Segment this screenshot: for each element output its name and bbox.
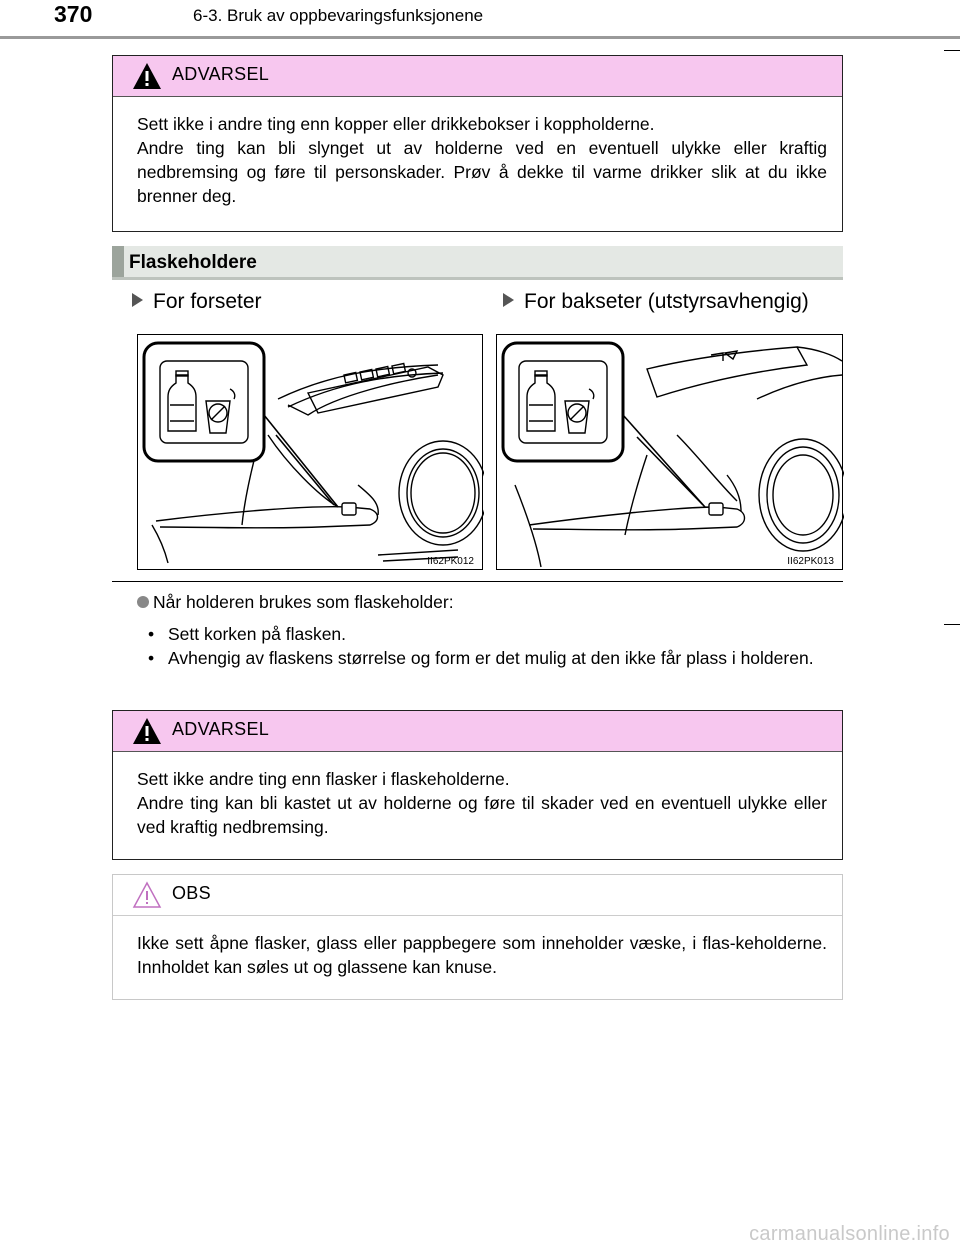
page-edge-mark (944, 624, 960, 625)
door-illustration (138, 335, 484, 571)
caption-rear (503, 290, 809, 314)
subsection-heading (112, 246, 843, 280)
bullet-mark: • (148, 624, 155, 644)
caption-front (132, 290, 262, 314)
watermark: carmanualsonline.info (749, 1223, 950, 1245)
notice-body (113, 916, 842, 979)
caution-outline-icon (132, 881, 162, 909)
figure-rule (112, 581, 843, 582)
figure-code: II62PK013 (787, 556, 834, 567)
page-edge-mark (944, 50, 960, 51)
door-illustration (497, 335, 844, 571)
warning-icon (132, 62, 162, 90)
warning-header (113, 56, 842, 97)
triangle-bullet-icon (132, 293, 143, 307)
warning-text: Sett ikke andre ting enn flasker i flaskeholderne. (137, 769, 510, 789)
warning-text: Andre ting kan bli slynget ut av holderne ved en eventuell ulykke eller kraftig nedbremsing og føre til personskader. Prøv å dekke til varme drikker slik at du ikke brenner deg. (137, 138, 827, 206)
subsection-title: Flaskeholdere (129, 252, 257, 273)
warning-title: ADVARSEL (172, 719, 270, 739)
figure-rear-door (496, 334, 843, 570)
caption-front-text: For forseter (153, 290, 262, 313)
caption-rear-text: For bakseter (utstyrsavhengig) (524, 290, 809, 313)
warning-body (113, 752, 842, 839)
bullet-heading (137, 592, 454, 613)
triangle-bullet-icon (503, 293, 514, 307)
notice-text: Ikke sett åpne flasker, glass eller pappbegere som inneholder væske, i flas-keholderne. Innholdet kan søles ut og glassene kan knuse. (137, 933, 827, 977)
header-rule (0, 36, 960, 39)
bullet-mark: • (148, 648, 155, 668)
warning-box (112, 710, 843, 860)
warning-title: ADVARSEL (172, 64, 270, 84)
bullet-dot-icon (137, 596, 149, 608)
warning-text: Sett ikke i andre ting enn kopper eller drikkebokser i koppholderne. (137, 114, 655, 134)
section-title: 6-3. Bruk av oppbevaringsfunksjonene (193, 6, 484, 25)
page-header (0, 0, 960, 40)
list-item (148, 622, 840, 646)
figure-code: II62PK012 (427, 556, 474, 567)
warning-header (113, 711, 842, 752)
warning-box (112, 55, 843, 232)
list-item-text: Sett korken på flasken. (168, 624, 347, 644)
warning-text: Andre ting kan bli kastet ut av holderne og føre til skader ved en eventuell ulykke eller ved kraftig nedbremsing. (137, 793, 827, 837)
warning-icon (132, 717, 162, 745)
notice-title: OBS (172, 883, 211, 903)
page-number: 370 (54, 1, 93, 27)
figure-front-door (137, 334, 483, 570)
list-item (148, 646, 840, 670)
notice-box (112, 874, 843, 1000)
notice-header (113, 875, 842, 916)
bullet-heading-text: Når holderen brukes som flaskeholder: (153, 592, 454, 612)
list-item-text: Avhengig av flaskens størrelse og form er det mulig at den ikke får plass i holderen. (168, 648, 814, 668)
heading-accent-bar (112, 246, 124, 277)
bullet-list (148, 622, 840, 670)
warning-body (113, 97, 842, 208)
